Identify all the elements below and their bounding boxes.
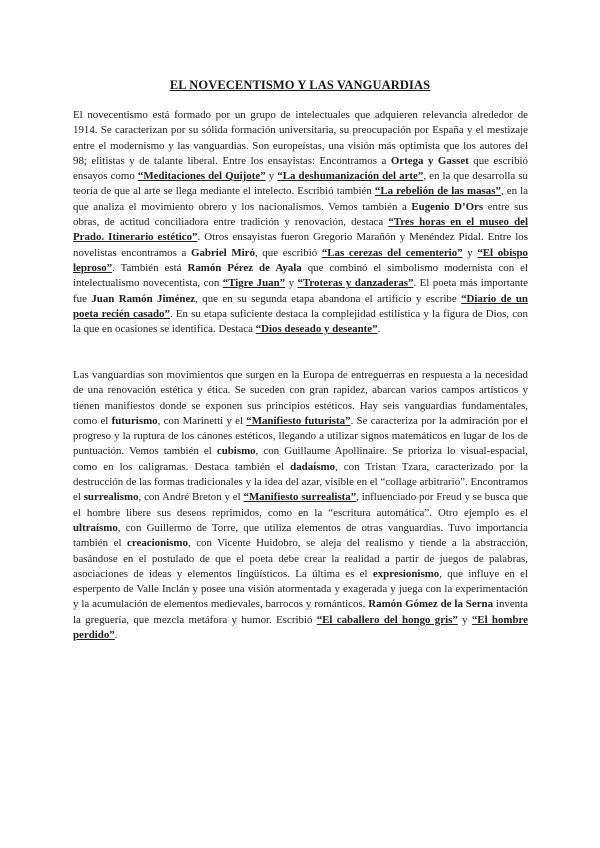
- work-title: “Meditaciones del Quijote”: [137, 170, 266, 183]
- text-run: y: [462, 246, 478, 259]
- text-run: . En su etapa suficiente destaca la complejidad estilística y la figura de Dios, con la que en ocasiones se identifica. Destaca: [73, 307, 528, 336]
- text-run: y: [265, 170, 278, 183]
- work-title: “El caballero del hongo gris”: [316, 613, 458, 626]
- text-run: , con Guillaume Apollinaire. Se prioriza lo visual-espacial, como en los caligramas. Destaca también el: [73, 445, 528, 473]
- author-name: Gabriel Miró: [191, 246, 255, 259]
- author-name: Ramón Gómez de la Serna: [368, 598, 494, 611]
- work-title: “Las cerezas del cementerio”: [321, 246, 463, 259]
- author-name: surrealismo: [83, 491, 139, 504]
- text-run: , que escribió: [254, 246, 322, 259]
- text-run: inventa la greguería, que mezcla metáfora y humor. Escribió: [73, 598, 528, 626]
- text-run: El novecentismo está formado por un grupo de intelectuales que adquieren relevancia alrededor de 1914. Se caracterizan por su sólida formación universitaria, su preocupación por España y el mestizaje entre el modernismo y las vanguardias. Son europeístas, una visión más optimista que los autores del 98; elitistas y de talante liberal. Entre los ensayistas: Encontramos a: [73, 109, 528, 167]
- author-name: Ortega y Gasset: [390, 154, 469, 167]
- author-name: creacionismo: [127, 537, 188, 550]
- text-run: , en la que analiza el movimiento obrero y los nacionalismos. Vemos también a: [73, 185, 528, 213]
- text-run: , con Tristan Tzara, caracterizado por la destrucción de las formas tradicionales y la idea del azar, visible en el “collage arbitrario”. Encontramos el: [73, 460, 528, 504]
- work-title: “Troteras y danzaderas”: [297, 277, 414, 290]
- author-name: dadaísmo: [290, 460, 335, 473]
- author-name: Ramón Pérez de Ayala: [187, 261, 302, 274]
- text-run: y: [285, 277, 298, 290]
- author-name: expresionismo: [372, 567, 440, 580]
- work-title: “Tigre Juan”: [222, 277, 286, 290]
- work-title: “Dios deseado y deseante”: [255, 323, 378, 336]
- paragraph-vanguardias: [73, 368, 528, 643]
- text-run: . Otros ensayistas fueron Gregorio Marañón y Menéndez Pidal. Entre los novelistas encontramos a: [73, 231, 528, 259]
- work-title: “Manifiesto futurista”: [246, 414, 351, 427]
- text-run: , con André Breton y el: [138, 491, 244, 504]
- text-run: .: [377, 323, 381, 336]
- text-run: , influenciado por Freud y se busca que el hombre libere sus deseos reprimidos, como en la “escritura automática”. Otro ejemplo es el: [73, 491, 528, 519]
- author-name: futurismo: [111, 414, 158, 427]
- text-run: , en la que desarrolla su teoría de que al arte se llega mediante el intelecto. Escribió también: [73, 170, 528, 198]
- text-run: Las vanguardias son movimientos que surgen en la Europa de entreguerras en respuesta a la necesidad de una renovación estética y ética. Se suceden con gran rapidez, abarcan varios campos artísticos y tienen manifiestos donde se exponen sus principios estéticos. Hay seis vanguardias fundamentales, como el: [73, 369, 528, 427]
- text-run: . Se caracteriza por la admiración por el progreso y la ruptura de los cánones estéticos, llegando a utilizar signos matemáticos en lugar de los de puntuación. Vemos también el: [73, 414, 528, 458]
- paragraph-novecentismo: [73, 108, 528, 337]
- author-name: Juan Ramón Jiménez: [91, 292, 196, 305]
- work-title: “Manifiesto surrealista”: [243, 491, 357, 504]
- work-title: “El hombre perdido”: [73, 613, 529, 642]
- text-run: , con Vicente Huidobro, se aleja del realismo y tiende a la abstracción, basándose en el postulado de que el poeta debe crear la realidad a partir de juegos de palabras, asociaciones de ideas y elementos lingüísticos. La última es el: [73, 537, 528, 580]
- text-run: . El poeta más importante fue: [73, 277, 528, 305]
- text-run: que combinó el simbolismo modernista con el intelectualismo novecentista, con: [73, 261, 528, 290]
- text-run: .: [114, 629, 118, 642]
- text-run: , que en su segunda etapa abandona el artificio y escribe: [195, 292, 462, 305]
- author-name: cubismo: [216, 445, 256, 458]
- work-title: “El obispo leproso”: [73, 246, 528, 274]
- work-title: “Diario de un poeta recién casado”: [73, 292, 528, 320]
- author-name: ultraísmo: [73, 521, 118, 534]
- work-title: “Tres horas en el museo del Prado. Itinerario estético”: [73, 216, 528, 244]
- text-run: , que influye en el esperpento de Valle Inclán y posee una visión atormentada y exagerada y juega con la experimentación y la acumulación de elementos medievales, barrocos y románticos.: [73, 567, 529, 611]
- text-run: , con Guillermo de Torre, que utiliza elementos de otras vanguardias. Tuvo importancia también el: [73, 521, 528, 550]
- work-title: “La rebelión de las masas”: [374, 185, 501, 198]
- text-run: que escribió ensayos como: [73, 154, 528, 183]
- text-run: . También está: [112, 261, 188, 274]
- work-title: “La deshumanización del arte”: [277, 170, 424, 183]
- text-run: y: [457, 613, 472, 626]
- text-run: , con Marinetti y el: [157, 414, 247, 427]
- page-title: EL NOVECENTISMO Y LAS VANGUARDIAS: [169, 78, 431, 92]
- text-run: entre sus obras, de actitud conciliadora entre tradición y renovación, destaca: [73, 200, 528, 229]
- author-name: Eugenio D’Ors: [411, 200, 484, 213]
